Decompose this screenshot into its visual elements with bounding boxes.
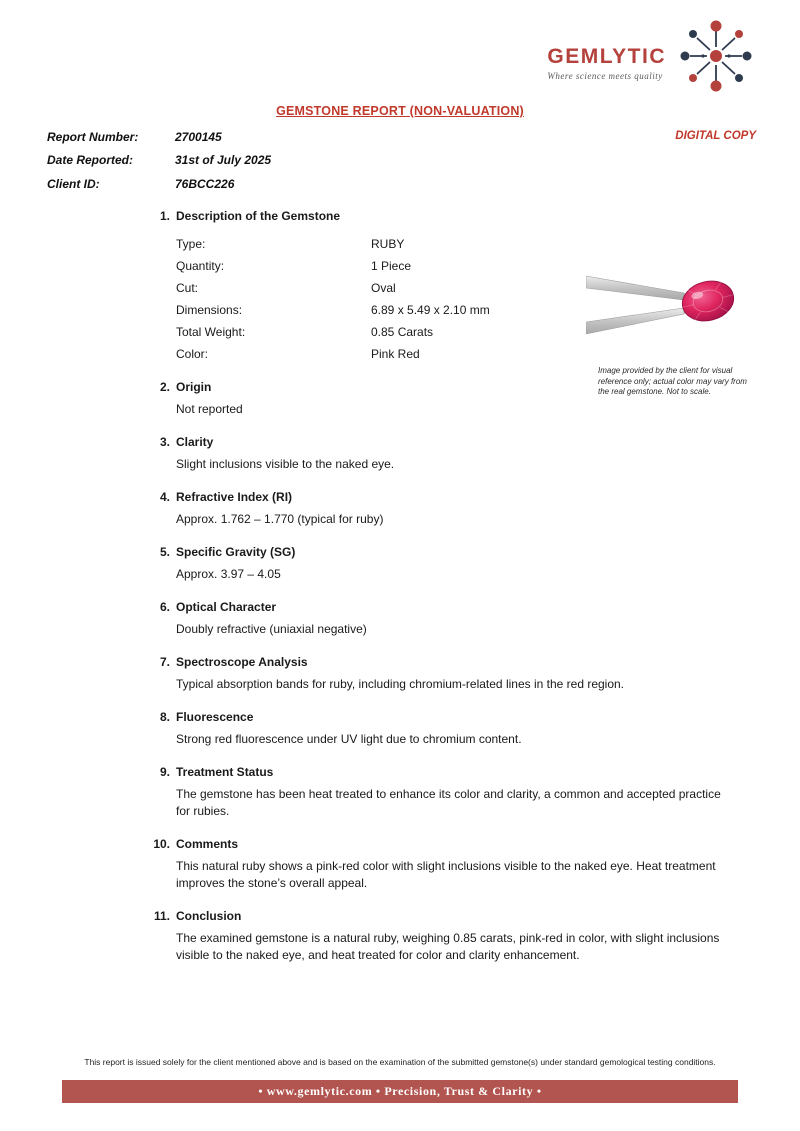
meta-row-report-number (47, 125, 271, 149)
section-number: 9. (159, 765, 170, 779)
digital-copy-badge: DIGITAL COPY (675, 130, 756, 142)
section-number: 4. (159, 490, 170, 504)
section-number: 8. (159, 710, 170, 724)
section-refractive-index (148, 489, 736, 528)
date-reported-label: Date Reported: (47, 153, 134, 168)
section-body: Strong red fluorescence under UV light due to chromium content. (176, 732, 522, 746)
section-title: Spectroscope Analysis (176, 655, 308, 669)
section-optical-character (148, 599, 736, 638)
section-title: Specific Gravity (SG) (176, 545, 296, 559)
section-body: The gemstone has been heat treated to enhance its color and clarity, a common and accepted practice for rubies. (176, 787, 721, 818)
field-label: Type: (176, 237, 206, 251)
section-title: Origin (176, 380, 212, 394)
brand-wordmark: GEMLYTIC (547, 45, 666, 68)
section-number: 11. (153, 909, 170, 923)
section-clarity (148, 434, 736, 473)
report-number-value: 2700145 (175, 129, 222, 144)
footer-bar (62, 1080, 738, 1103)
section-number: 5. (159, 545, 170, 559)
section-body: This natural ruby shows a pink-red color with slight inclusions visible to the naked eye. Heat treatment improves the stone’s overall appeal. (176, 859, 716, 890)
meta-row-client-id (47, 172, 271, 196)
report-meta (47, 125, 271, 196)
footer-disclaimer: This report is issued solely for the client mentioned above and is based on the examination of the submitted gemstone(s) under standard gemological testing conditions. (84, 1057, 716, 1067)
field-value: Oval (371, 281, 396, 295)
section-title: Fluorescence (176, 710, 254, 724)
field-label: Cut: (176, 281, 199, 295)
field-value: 1 Piece (371, 259, 412, 273)
section-title: Optical Character (176, 600, 277, 614)
section-body: Slight inclusions visible to the naked eye. (176, 457, 395, 471)
brand-tagline: Where science meets quality (547, 71, 663, 81)
field-value: 0.85 Carats (371, 325, 434, 339)
section-body: The examined gemstone is a natural ruby, weighing 0.85 carats, pink-red in color, with slight inclusions visible to the naked eye, and heat treated for color and clarity enhancement. (176, 931, 720, 962)
section-specific-gravity (148, 544, 736, 583)
field-label: Total Weight: (176, 325, 246, 339)
section-title: Conclusion (176, 909, 242, 923)
section-number: 2. (159, 380, 170, 394)
image-caption: Image provided by the client for visual reference only; actual color may vary from the real gemstone. Not to scale. (598, 366, 747, 396)
section-comments (148, 836, 736, 892)
field-value: 6.89 x 5.49 x 2.10 mm (371, 303, 490, 317)
brand-text (547, 31, 666, 81)
field-label: Quantity: (176, 259, 225, 273)
section-spectroscope-analysis (148, 654, 736, 693)
section-title: Comments (176, 837, 239, 851)
section-body: Not reported (176, 402, 243, 416)
field-label: Color: (176, 347, 209, 361)
section-number: 6. (159, 600, 170, 614)
date-reported-value: 31st of July 2025 (175, 153, 272, 168)
gemstone-image (586, 252, 758, 354)
section-number: 10. (153, 837, 170, 851)
report-title: GEMSTONE REPORT (NON-VALUATION) (276, 104, 524, 118)
field-label: Dimensions: (176, 303, 243, 317)
brand-header (547, 16, 762, 96)
logo-mark-icon (670, 16, 762, 96)
meta-row-date-reported (47, 149, 271, 173)
client-id-label: Client ID: (47, 176, 100, 191)
section-number: 1. (159, 209, 170, 223)
section-title: Treatment Status (176, 765, 274, 779)
report-number-label: Report Number: (47, 129, 139, 144)
section-title: Description of the Gemstone (176, 209, 341, 223)
section-body: Typical absorption bands for ruby, including chromium-related lines in the red region. (176, 677, 625, 691)
section-number: 3. (159, 435, 170, 449)
section-fluorescence (148, 709, 736, 748)
field-value: RUBY (371, 237, 405, 251)
section-number: 7. (159, 655, 170, 669)
field-value: Pink Red (371, 347, 420, 361)
section-body: Doubly refractive (uniaxial negative) (176, 622, 367, 636)
section-title: Refractive Index (RI) (176, 490, 293, 504)
section-body: Approx. 1.762 – 1.770 (typical for ruby) (176, 512, 384, 526)
client-id-value: 76BCC226 (175, 176, 235, 191)
section-body: Approx. 3.97 – 4.05 (176, 567, 281, 581)
footer-bar-text: • www.gemlytic.com • Precision, Trust & Clarity • (258, 1084, 542, 1098)
section-conclusion (148, 908, 736, 964)
section-treatment-status (148, 764, 736, 820)
section-title: Clarity (176, 435, 214, 449)
